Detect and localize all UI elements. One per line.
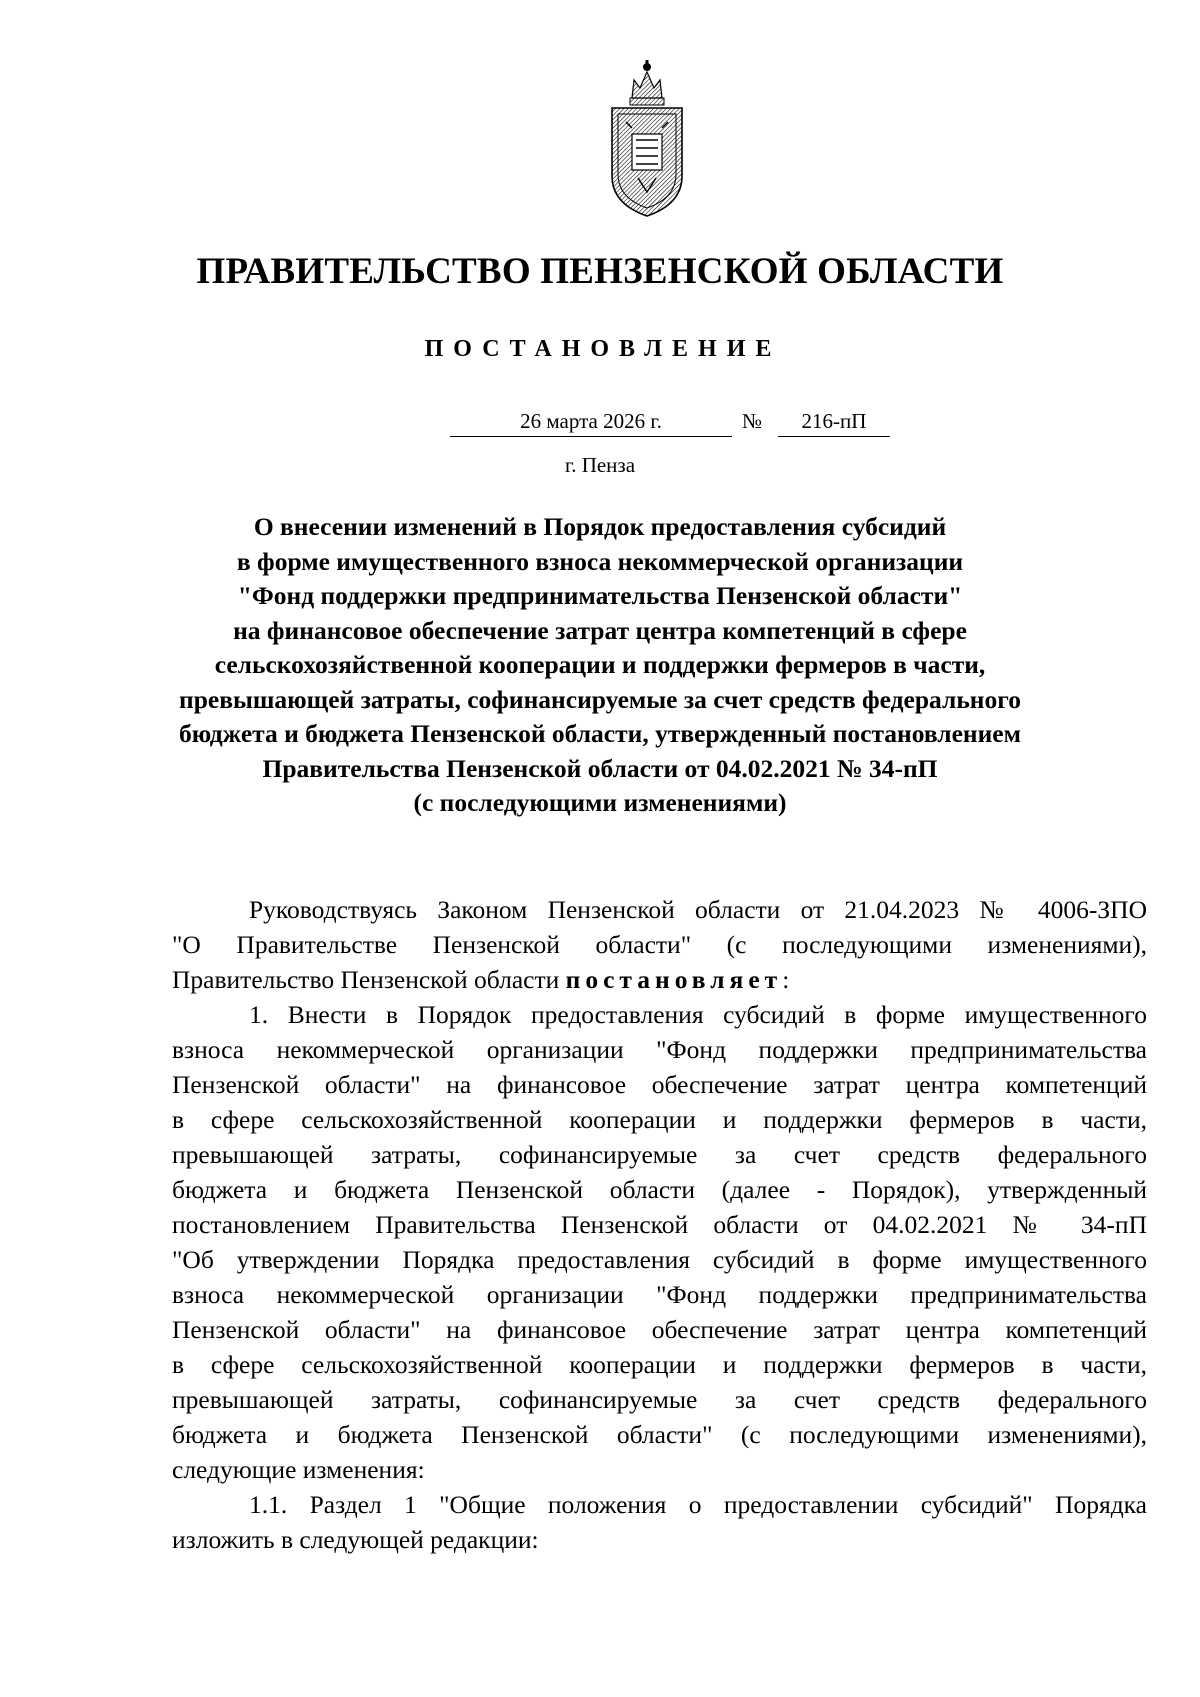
body-text: : (782, 965, 790, 994)
subject-line: "Фонд поддержки предпринимательства Пензенской области" (237, 581, 963, 610)
body-line (172, 962, 1147, 997)
body-line: взноса некоммерческой организации "Фонд поддержки предпринимательства (172, 1280, 1147, 1309)
subject-line: сельскохозяйственной кооперации и поддержки фермеров в части, (214, 650, 986, 679)
document-date: 26 марта 2026 г. (450, 408, 732, 437)
item-1-1-paragraph (172, 1487, 1147, 1557)
document-type: ПОСТАНОВЛЕНИЕ (424, 336, 782, 362)
body-line: превышающей затраты, софинансируемые за счет средств федерального (172, 1385, 1147, 1414)
subject-line: (с последующими изменениями) (413, 788, 787, 817)
body-line: "О Правительстве Пензенской области" (с последующими изменениями), (172, 930, 1147, 959)
document-body (172, 892, 1147, 1557)
document-subject (150, 510, 1050, 821)
subject-line: превышающей затраты, софинансируемые за счет средств федерального (179, 684, 1021, 714)
body-line: бюджета и бюджета Пензенской области (далее - Порядок), утвержденный (172, 1175, 1147, 1204)
body-line: превышающей затраты, софинансируемые за счет средств федерального (172, 1140, 1147, 1169)
body-line: изложить в следующей редакции: (172, 1525, 539, 1554)
body-line: Руководствуясь Законом Пензенской области от 21.04.2023 № 4006-ЗПО (249, 895, 1147, 924)
body-line: 1. Внести в Порядок предоставления субсидий в форме имущественного (249, 1000, 1147, 1029)
body-line: бюджета и бюджета Пензенской области" (с последующими изменениями), (172, 1420, 1147, 1449)
subject-line: на финансовое обеспечение затрат центра компетенций в сфере (233, 615, 967, 645)
body-line: "Об утверждении Порядка предоставления субсидий в форме имущественного (172, 1245, 1147, 1274)
body-line: Пензенской области" на финансовое обеспечение затрат центра компетенций (172, 1315, 1147, 1344)
subject-line: в форме имущественного взноса некоммерческой организации (236, 546, 964, 576)
body-line: взноса некоммерческой организации "Фонд поддержки предпринимательства (172, 1035, 1147, 1064)
decree-word: постановляет (565, 965, 783, 994)
body-line: следующие изменения: (172, 1455, 425, 1484)
body-text: Правительство Пензенской области (172, 965, 566, 994)
subject-line: О внесении изменений в Порядок предоставления субсидий (253, 512, 947, 541)
subject-line: Правительства Пензенской области от 04.02.2021 № 34-пП (262, 753, 938, 783)
number-sign: № (742, 409, 763, 433)
body-line: постановлением Правительства Пензенской области от 04.02.2021 № 34-пП (172, 1210, 1147, 1239)
city: г. Пенза (564, 453, 636, 477)
organization-title: ПРАВИТЕЛЬСТВО ПЕНЗЕНСКОЙ ОБЛАСТИ (196, 251, 1004, 292)
body-line: в сфере сельскохозяйственной кооперации и поддержки фермеров в части, (172, 1105, 1147, 1134)
date-number-line (0, 408, 1200, 438)
body-line: 1.1. Раздел 1 "Общие положения о предоставлении субсидий" Порядка (249, 1490, 1147, 1519)
intro-paragraph (172, 892, 1147, 997)
body-line: Пензенской области" на финансовое обеспечение затрат центра компетенций (172, 1070, 1147, 1099)
coat-of-arms-icon (602, 58, 692, 220)
item-1-paragraph (172, 997, 1147, 1487)
document-number: 216-пП (778, 408, 890, 437)
subject-line: бюджета и бюджета Пензенской области, утвержденный постановлением (179, 719, 1021, 748)
body-line: в сфере сельскохозяйственной кооперации и поддержки фермеров в части, (172, 1350, 1147, 1379)
